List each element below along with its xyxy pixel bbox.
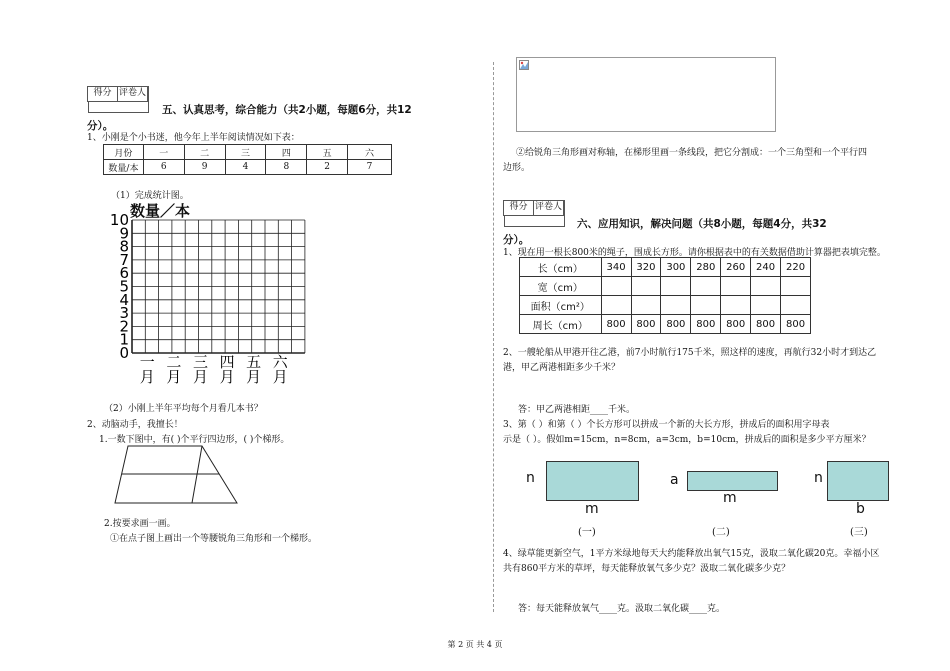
- right-q2-sub2-2-line2: 边形。: [503, 163, 531, 173]
- image-placeholder-box: [516, 57, 776, 132]
- rectangle-table-blank-cell[interactable]: [751, 296, 781, 315]
- y-tick-label: 7: [119, 250, 129, 269]
- left-q2-sub2: 2.按要求画一画。: [104, 519, 176, 529]
- rectangle-table-cell: 800: [781, 315, 811, 334]
- rectangle-table-cell: 260: [721, 258, 751, 277]
- y-tick-label: 1: [119, 330, 129, 349]
- reading-table-cell: 数量/本: [104, 160, 144, 175]
- rectangle-table-blank-cell[interactable]: [631, 296, 661, 315]
- rectangle-table-row: [520, 296, 811, 315]
- right-q1-text: 1、现在用一根长800米的绳子，围成长方形。请你根据表中的有关数据借助计算器把表填完整。: [503, 248, 886, 258]
- y-tick-label: 10: [109, 214, 129, 229]
- rectangle-table-cell: 340: [601, 258, 631, 277]
- page-footer: 第 2 页 共 4 页: [447, 640, 503, 649]
- rectangle-table-cell: 800: [631, 315, 661, 334]
- rectangle-table-blank-cell[interactable]: [751, 277, 781, 296]
- right-q2-answer: 答：甲乙两港相距____千米。: [518, 405, 636, 415]
- rectangle-table-cell: 240: [751, 258, 781, 277]
- reading-table-cell: 4: [225, 160, 266, 175]
- y-tick-label: 3: [119, 304, 129, 323]
- rectangle-table-cell: 800: [661, 315, 691, 334]
- section5-title-cont: 分）。: [87, 120, 114, 132]
- grader-label: 评卷人: [118, 87, 148, 101]
- rectangle-1-caption: (一): [578, 527, 596, 538]
- y-tick-label: 4: [119, 290, 129, 309]
- rectangle-table-row-header: 长（cm）: [520, 258, 602, 277]
- rectangle-2-bottom-label: m: [723, 490, 737, 506]
- section5-title: 五、认真思考，综合能力（共2小题，每题6分，共12: [162, 104, 412, 116]
- x-month-label-bottom: 月: [192, 368, 209, 386]
- left-q2-text: 2、动脑动手，我擅长！: [87, 420, 183, 430]
- y-tick-label: 2: [119, 317, 129, 336]
- right-q4-line2: 共有860平方米的草坪，每天能释放氧气多少克？汲取二氧化碳多少克？: [503, 564, 791, 574]
- rectangle-table-cell: 800: [751, 315, 781, 334]
- reading-table-header-cell: 月份: [104, 145, 144, 160]
- y-tick-label: 6: [119, 264, 129, 283]
- rectangle-table-cell: 280: [691, 258, 721, 277]
- grader-label: 评卷人: [534, 201, 564, 215]
- score-label: 得分: [88, 87, 118, 101]
- reading-table-cell: 7: [348, 160, 392, 175]
- rectangle-1: [546, 461, 639, 501]
- rectangle-table-blank-cell[interactable]: [691, 296, 721, 315]
- reading-table-header-cell: 二: [184, 145, 225, 160]
- right-q2-line2: 港，甲乙两港相距多少千米？: [503, 363, 621, 373]
- score-blank: [504, 215, 565, 227]
- reading-table: [103, 144, 392, 175]
- rectangle-table-cell: 320: [631, 258, 661, 277]
- rectangle-table-row: [520, 315, 811, 334]
- section6-title: 六、应用知识，解决问题（共8小题，每题4分，共32: [577, 218, 827, 230]
- x-month-label-top: 四: [219, 353, 235, 371]
- rectangle-table-blank-cell[interactable]: [661, 277, 691, 296]
- reading-table-cell: 8: [266, 160, 307, 175]
- rectangle-2-side-label: a: [670, 472, 679, 488]
- reading-table-header-cell: 四: [266, 145, 307, 160]
- right-q2-sub2-2-line1: ②给锐角三角形画对称轴，在梯形里画一条线段，把它分割成：一个三角型和一个平行四: [516, 148, 868, 158]
- rectangle-data-table: [519, 257, 811, 334]
- reading-table-header-cell: 一: [143, 145, 184, 160]
- rectangle-3-side-label: n: [814, 470, 823, 486]
- rectangle-table-blank-cell[interactable]: [691, 277, 721, 296]
- broken-image-icon: [519, 60, 529, 70]
- x-month-label-top: 二: [166, 353, 182, 371]
- right-q3-line2: 示是（ ）。假如m=15cm，n=8cm，a=3cm，b=10cm，拼成后的面积是多少平方厘米？: [503, 435, 871, 445]
- rectangle-table-cell: 800: [691, 315, 721, 334]
- rectangle-table-cell: 800: [721, 315, 751, 334]
- rectangle-3-caption: (三): [850, 527, 868, 538]
- x-month-label-top: 三: [192, 353, 209, 371]
- right-q4-answer: 答：每天能释放氧气____克。汲取二氧化碳____克。: [518, 604, 726, 614]
- rectangle-1-side-label: n: [526, 470, 535, 486]
- left-q2-sub1: 1.一数下图中，有( )个平行四边形，( )个梯形。: [99, 435, 290, 445]
- reading-table-cell: 2: [307, 160, 348, 175]
- rectangle-table-blank-cell[interactable]: [661, 296, 691, 315]
- rectangle-table-row: [520, 258, 811, 277]
- score-blank: [88, 101, 149, 113]
- rectangle-table-blank-cell[interactable]: [601, 277, 631, 296]
- x-month-label-top: 六: [272, 353, 288, 371]
- x-month-label-top: 一: [139, 353, 155, 371]
- rectangle-table-cell: 800: [601, 315, 631, 334]
- rectangle-table-row-header: 周长（cm）: [520, 315, 602, 334]
- score-label: 得分: [504, 201, 534, 215]
- x-month-label-bottom: 月: [139, 368, 155, 386]
- x-month-label-top: 五: [246, 353, 262, 371]
- section6-title-cont: 分）。: [503, 234, 530, 246]
- reading-table-header-cell: 三: [225, 145, 266, 160]
- rectangle-table-cell: 220: [781, 258, 811, 277]
- rectangle-table-blank-cell[interactable]: [721, 277, 751, 296]
- rectangle-table-row: [520, 277, 811, 296]
- rectangle-2-caption: (二): [712, 527, 730, 538]
- x-month-label-bottom: 月: [219, 368, 235, 386]
- reading-table-cell: 9: [184, 160, 225, 175]
- right-q3-line1: 3、第（ ）和第（ ）个长方形可以拼成一个新的大长方形，拼成后的面积用字母表: [503, 420, 830, 430]
- rectangle-table-blank-cell[interactable]: [781, 296, 811, 315]
- rectangle-table-blank-cell[interactable]: [601, 296, 631, 315]
- rectangle-3: [827, 461, 889, 501]
- reading-table-header-row: [104, 145, 392, 160]
- y-tick-label: 0: [119, 344, 129, 362]
- rectangle-1-bottom-label: m: [585, 501, 599, 517]
- right-q2-line1: 2、一艘轮船从甲港开往乙港，前7小时航行175千米，照这样的速度，再航行32小时才到达乙: [503, 348, 877, 358]
- rectangle-table-row-header: 面积（cm²）: [520, 296, 602, 315]
- chart-title: 数量／本: [130, 202, 191, 220]
- rectangle-3-bottom-label: b: [856, 501, 865, 517]
- rectangle-2: [687, 471, 778, 491]
- x-month-label-bottom: 月: [166, 368, 182, 386]
- blank-bar-chart-grid: [108, 214, 318, 390]
- right-q4-line1: 4、绿草能更新空气，1平方米绿地每天大约能释放出氧气15克，汲取二氧化碳20克。幸福小区: [503, 549, 880, 559]
- reading-table-header-cell: 五: [307, 145, 348, 160]
- score-box-section6: [503, 200, 565, 216]
- rectangle-table-blank-cell[interactable]: [721, 296, 751, 315]
- y-tick-label: 8: [119, 237, 129, 256]
- trapezoid-figure: [110, 440, 240, 506]
- x-month-label-bottom: 月: [246, 368, 262, 386]
- rectangle-table-blank-cell[interactable]: [781, 277, 811, 296]
- y-tick-label: 9: [119, 224, 129, 243]
- left-q2-sub2-1: ①在点子图上画出一个等腰锐角三角形和一个梯形。: [110, 534, 318, 544]
- reading-table-cell: 6: [143, 160, 184, 175]
- left-q1-sub1: （1）完成统计图。: [111, 191, 189, 201]
- column-divider: [493, 62, 494, 612]
- reading-table-data-row: [104, 160, 392, 175]
- rectangle-table-cell: 300: [661, 258, 691, 277]
- left-q1-text: 1、小刚是个小书迷，他今年上半年阅读情况如下表：: [87, 133, 300, 143]
- score-box-section5: [87, 86, 149, 102]
- reading-table-header-cell: 六: [348, 145, 392, 160]
- x-month-label-bottom: 月: [272, 368, 288, 386]
- rectangle-table-blank-cell[interactable]: [631, 277, 661, 296]
- y-tick-label: 5: [119, 277, 129, 296]
- left-q1-sub2: （2）小刚上半年平均每个月看几本书？: [104, 404, 263, 414]
- rectangle-table-row-header: 宽（cm）: [520, 277, 602, 296]
